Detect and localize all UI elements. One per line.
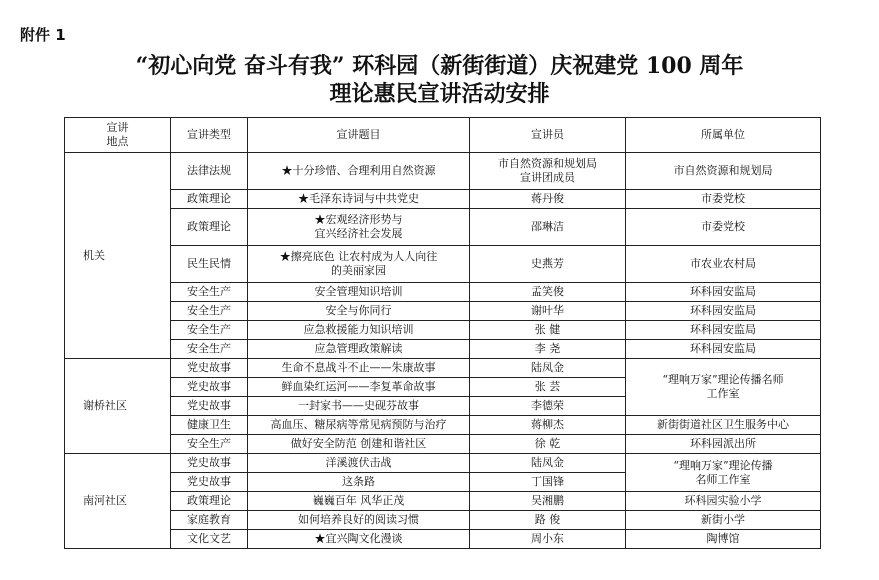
type-cell: 安全生产 <box>171 435 248 454</box>
type-cell: 党史故事 <box>171 397 248 416</box>
type-cell: 党史故事 <box>171 378 248 397</box>
table-row <box>65 359 821 378</box>
type-cell: 文化文艺 <box>171 530 248 549</box>
type-cell: 党史故事 <box>171 454 248 473</box>
type-cell: 政策理论 <box>171 190 248 209</box>
header-location: 宣讲 地点 <box>65 118 171 153</box>
speaker-cell: 张 芸 <box>470 378 626 397</box>
topic-cell: 应急救援能力知识培训 <box>248 321 470 340</box>
type-cell: 民生民情 <box>171 246 248 283</box>
type-cell: 安全生产 <box>171 340 248 359</box>
topic-cell: 如何培养良好的阅读习惯 <box>248 511 470 530</box>
table-row <box>65 321 821 340</box>
topic-cell: ★十分珍惜、合理利用自然资源 <box>248 153 470 190</box>
table-row <box>65 153 821 190</box>
speaker-cell: 丁国锋 <box>470 473 626 492</box>
topic-cell: 做好安全防范 创建和谐社区 <box>248 435 470 454</box>
table-row <box>65 530 821 549</box>
header-type: 宣讲类型 <box>171 118 248 153</box>
speaker-cell: 蒋柳杰 <box>470 416 626 435</box>
unit-cell: 市农业农村局 <box>626 246 821 283</box>
speaker-cell: 李 尧 <box>470 340 626 359</box>
table-row <box>65 283 821 302</box>
type-cell: 法律法规 <box>171 153 248 190</box>
unit-cell: 环科园实验小学 <box>626 492 821 511</box>
speaker-cell: 孟笑俊 <box>470 283 626 302</box>
unit-cell: 环科园派出所 <box>626 435 821 454</box>
speaker-cell: 吴湘鹏 <box>470 492 626 511</box>
unit-cell: 新街街道社区卫生服务中心 <box>626 416 821 435</box>
unit-cell: 市委党校 <box>626 209 821 246</box>
type-cell: 党史故事 <box>171 473 248 492</box>
header-speaker: 宣讲员 <box>470 118 626 153</box>
unit-cell: 环科园安监局 <box>626 283 821 302</box>
topic-cell: 洋溪渡伏击战 <box>248 454 470 473</box>
unit-cell: 环科园安监局 <box>626 321 821 340</box>
table-row <box>65 416 821 435</box>
speaker-cell: 李德荣 <box>470 397 626 416</box>
topic-cell: 巍巍百年 风华正茂 <box>248 492 470 511</box>
type-cell: 安全生产 <box>171 302 248 321</box>
table-row <box>65 435 821 454</box>
unit-cell-merged: “理响万家”理论传播名师 工作室 <box>626 359 821 416</box>
topic-cell: ★宏观经济形势与 宜兴经济社会发展 <box>248 209 470 246</box>
location-cell: 南河社区 <box>65 454 171 549</box>
unit-cell: 市委党校 <box>626 190 821 209</box>
topic-cell: ★擦亮底色 让农村成为人人向往 的美丽家园 <box>248 246 470 283</box>
topic-cell: 高血压、糖尿病等常见病预防与治疗 <box>248 416 470 435</box>
unit-cell: 环科园安监局 <box>626 340 821 359</box>
speaker-cell: 史燕芳 <box>470 246 626 283</box>
table-header-row <box>65 118 821 153</box>
table-row <box>65 302 821 321</box>
speaker-cell: 谢叶华 <box>470 302 626 321</box>
speaker-cell: 陆凤金 <box>470 454 626 473</box>
table-row <box>65 209 821 246</box>
table-row <box>65 492 821 511</box>
topic-cell: ★毛泽东诗词与中共党史 <box>248 190 470 209</box>
topic-cell: 生命不息战斗不止——朱康故事 <box>248 359 470 378</box>
type-cell: 安全生产 <box>171 321 248 340</box>
speaker-cell: 路 俊 <box>470 511 626 530</box>
table-row <box>65 511 821 530</box>
speaker-cell: 陆凤金 <box>470 359 626 378</box>
topic-cell: 鲜血染红运河——李复革命故事 <box>248 378 470 397</box>
location-cell: 机关 <box>65 153 171 359</box>
speaker-cell: 市自然资源和规划局 宣讲团成员 <box>470 153 626 190</box>
speaker-cell: 张 健 <box>470 321 626 340</box>
type-cell: 健康卫生 <box>171 416 248 435</box>
topic-cell: 这条路 <box>248 473 470 492</box>
speaker-cell: 蒋丹俊 <box>470 190 626 209</box>
topic-cell: 安全管理知识培训 <box>248 283 470 302</box>
table-row <box>65 246 821 283</box>
unit-cell: 环科园安监局 <box>626 302 821 321</box>
type-cell: 政策理论 <box>171 492 248 511</box>
header-topic: 宣讲题目 <box>248 118 470 153</box>
type-cell: 政策理论 <box>171 209 248 246</box>
table-row <box>65 190 821 209</box>
header-unit: 所属单位 <box>626 118 821 153</box>
schedule-table <box>64 117 821 549</box>
topic-cell: 安全与你同行 <box>248 302 470 321</box>
unit-cell-merged: “理响万家”理论传播 名师工作室 <box>626 454 821 492</box>
type-cell: 家庭教育 <box>171 511 248 530</box>
topic-cell: ★宜兴陶文化漫谈 <box>248 530 470 549</box>
table-row <box>65 454 821 473</box>
type-cell: 党史故事 <box>171 359 248 378</box>
speaker-cell: 邵琳洁 <box>470 209 626 246</box>
speaker-cell: 徐 乾 <box>470 435 626 454</box>
topic-cell: 一封家书——史砚芬故事 <box>248 397 470 416</box>
attachment-label: 附件 1 <box>20 26 66 44</box>
document-title-line-2: 理论惠民宣讲活动安排 <box>329 81 550 107</box>
unit-cell: 市自然资源和规划局 <box>626 153 821 190</box>
type-cell: 安全生产 <box>171 283 248 302</box>
unit-cell: 新街小学 <box>626 511 821 530</box>
location-cell: 谢桥社区 <box>65 359 171 454</box>
unit-cell: 陶博馆 <box>626 530 821 549</box>
document-title-line-1: “初心向党 奋斗有我” 环科园（新街街道）庆祝建党 100 周年 <box>135 53 744 79</box>
speaker-cell: 周小东 <box>470 530 626 549</box>
topic-cell: 应急管理政策解读 <box>248 340 470 359</box>
table-row <box>65 340 821 359</box>
